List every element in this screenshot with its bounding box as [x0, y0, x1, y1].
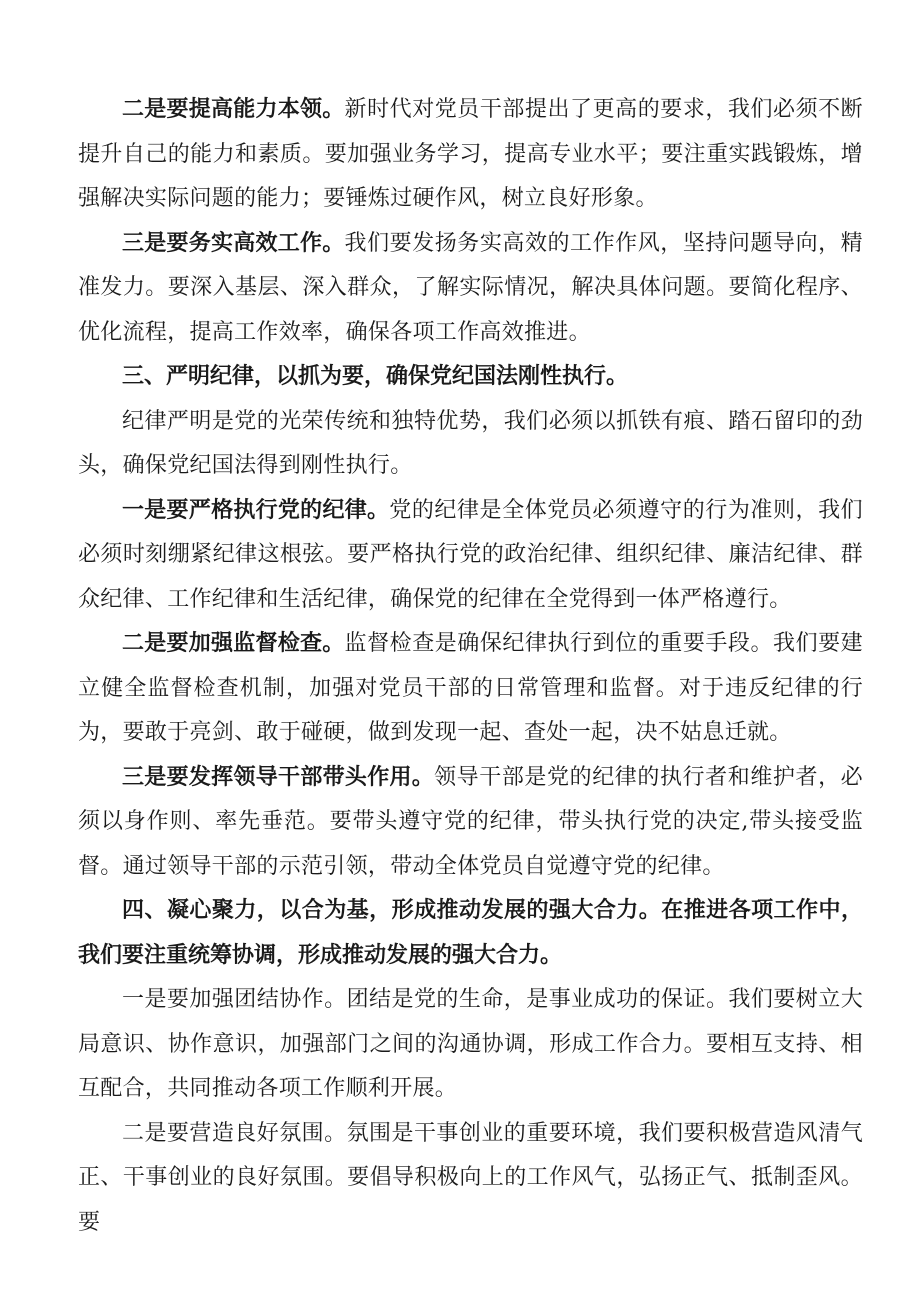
document-body [78, 88, 863, 1245]
paragraph-atmosphere [78, 1112, 863, 1246]
paragraph-leaders-example [78, 756, 863, 890]
paragraph-supervision [78, 622, 863, 756]
paragraph-text: 新时代对党员干部提出了更高的要求，我们必须不断提升自己的能力和素质。要加强业务学习，提高专业水平；要注重实践锻炼，增强解决实际问题的能力；要锤炼过硬作风，树立良好形象。 [78, 97, 863, 211]
paragraph-lead: 三是要发挥领导干部带头作用。 [122, 764, 435, 790]
paragraph-teamwork [78, 978, 863, 1112]
paragraph-enforce-discipline [78, 489, 863, 623]
paragraph-practical-work [78, 222, 863, 356]
section-heading-discipline: 三、严明纪律，以抓为要，确保党纪国法刚性执行。 [122, 364, 629, 389]
paragraph-lead: 三是要务实高效工作。 [122, 230, 345, 256]
paragraph-lead: 二是要提高能力本领。 [122, 97, 345, 122]
paragraph-text: 我们要发扬务实高效的工作作风，坚持问题导向，精准发力。要深入基层、深入群众，了解实际情况，解决具体问题。要简化程序、优化流程，提高工作效率，确保各项工作高效推进。 [78, 230, 863, 345]
paragraph-discipline-intro [78, 400, 863, 489]
paragraph-text: 一是要加强团结协作。团结是党的生命，是事业成功的保证。我们要树立大局意识、协作意识，加强部门之间的沟通协调，形成工作合力。要相互支持、相互配合，共同推动各项工作顺利开展。 [78, 987, 863, 1101]
paragraph-lead: 二是要加强监督检查。 [122, 631, 345, 656]
paragraph-text: 监督检查是确保纪律执行到位的重要手段。我们要建立健全监督检查机制，加强对党员干部的日常管理和监督。对于违反纪律的行为，要敢于亮剑、敢于碰硬，做到发现一起、查处一起，决不姑息迁就。 [78, 631, 863, 745]
paragraph-lead: 一是要严格执行党的纪律。 [122, 497, 390, 523]
paragraph-text: 纪律严明是党的光荣传统和独特优势，我们必须以抓铁有痕、踏石留印的劲头，确保党纪国法得到刚性执行。 [78, 408, 863, 478]
section-heading-unity: 四、凝心聚力，以合为基，形成推动发展的强大合力。在推进各项工作中，我们要注重统筹协调，形成推动发展的强大合力。 [78, 898, 863, 968]
paragraph-improve-ability [78, 88, 863, 222]
paragraph-text: 领导干部是党的纪律的执行者和维护者，必须以身作则、率先垂范。要带头遵守党的纪律，带头执行党的决定,带头接受监督。通过领导干部的示范引领，带动全体党员自觉遵守党的纪律。 [78, 764, 863, 879]
paragraph-text: 二是要营造良好氛围。氛围是干事创业的重要环境，我们要积极营造风清气正、干事创业的良好氛围。要倡导积极向上的工作风气，弘扬正气、抵制歪风。要 [78, 1120, 863, 1235]
paragraph-text: 党的纪律是全体党员必须遵守的行为准则，我们必须时刻绷紧纪律这根弦。要严格执行党的政治纪律、组织纪律、廉洁纪律、群众纪律、工作纪律和生活纪律，确保党的纪律在全党得到一体严格遵行。 [78, 497, 863, 612]
